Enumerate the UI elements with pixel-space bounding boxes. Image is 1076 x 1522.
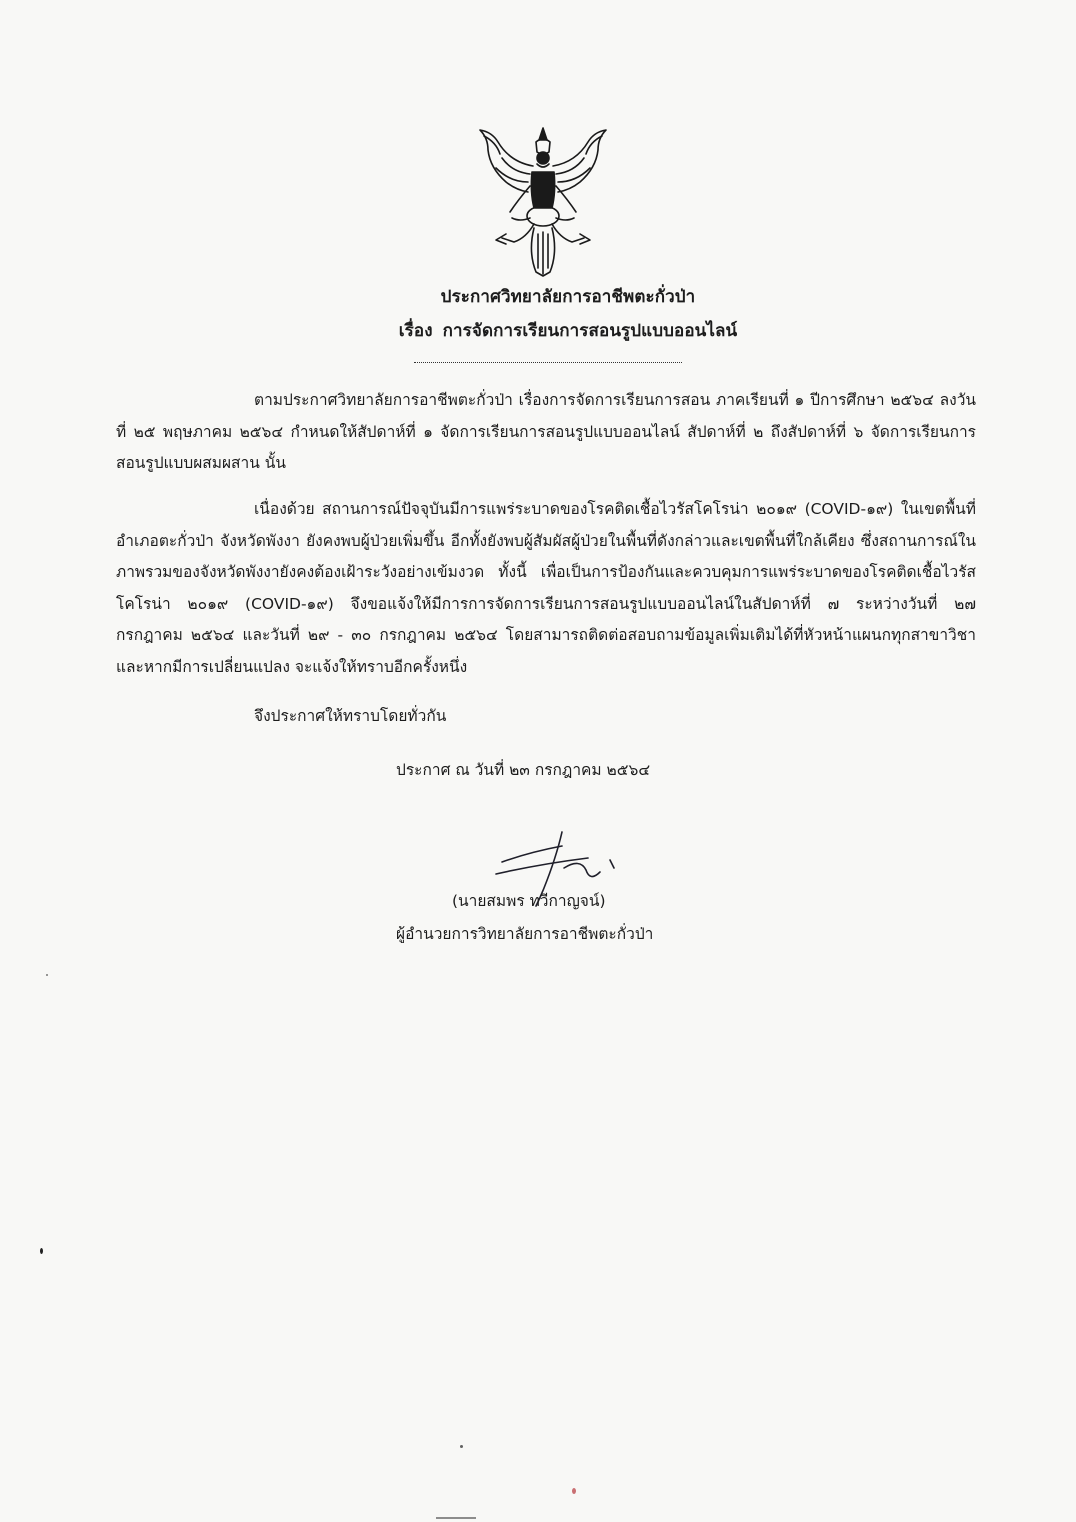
paragraph-announcement: เนื่องด้วย สถานการณ์ปัจจุบันมีการแพร่ระบาดของโรคติดเชื้อไวรัสโคโรน่า ๒๐๑๙ (COVID-๑๙) ในเขตพื้นที่อำเภอตะกั่วป่า จังหวัดพังงา ยังคงพบผู้ป่วยเพิ่มขึ้น อีกทั้งยังพบผู้สัมผัสผู้ป่วยในพื้นที่ดังกล่าวและเขตพื้นที่ใกล้เคียง ซึ่งสถานการณ์ในภาพรวมของจังหวัดพังงายังคงต้องเฝ้าระวังอย่างเข้มงวด ทั้งนี้ เพื่อเป็นการป้องกันและควบคุมการแพร่ระบาดของโรคติดเชื้อไวรัสโคโรน่า ๒๐๑๙ (COVID-๑๙) จึงขอแจ้งให้มีการการจัดการเรียนการสอนรูปแบบออนไลน์ในสัปดาห์ที่ ๗ ระหว่างวันที่ ๒๗ กรกฎาคม ๒๕๖๔ และวันที่ ๒๙ - ๓๐ กรกฎาคม ๒๕๖๔ โดยสามารถติดต่อสอบถามข้อมูลเพิ่มเติมได้ที่หัวหน้าแผนกทุกสาขาวิชา และหากมีการเปลี่ยนแปลง จะแจ้งให้ทราบอีกครั้งหนึ่ง bbox=[116, 500, 976, 676]
announcement-title: ประกาศวิทยาลัยการอาชีพตะกั่วป่า bbox=[440, 287, 696, 307]
paragraph-closing: จึงประกาศให้ทราบโดยทั่วกัน bbox=[254, 707, 447, 725]
paragraph-reference: ตามประกาศวิทยาลัยการอาชีพตะกั่วป่า เรื่องการจัดการเรียนการสอน ภาคเรียนที่ ๑ ปีการศึกษา ๒๕๖๔ ลงวันที่ ๒๕ พฤษภาคม ๒๕๖๔ กำหนดให้สัปดาห์ที่ ๑ จัดการเรียนการสอนรูปแบบออนไลน์ สัปดาห์ที่ ๒ ถึงสัปดาห์ที่ ๖ จัดการเรียนการสอนรูปแบบผสมผสาน นั้น bbox=[116, 391, 976, 472]
title-divider bbox=[414, 362, 682, 363]
scan-speck bbox=[460, 1445, 463, 1448]
subject-label: เรื่อง bbox=[398, 321, 433, 341]
scan-speck bbox=[46, 974, 48, 976]
scan-speck bbox=[572, 1488, 576, 1494]
scan-speck bbox=[40, 1248, 43, 1254]
garuda-emblem bbox=[470, 122, 616, 278]
subject-text: การจัดการเรียนการสอนรูปแบบออนไลน์ bbox=[442, 321, 738, 341]
signer-title: ผู้อำนวยการวิทยาลัยการอาชีพตะกั่วป่า bbox=[396, 925, 654, 943]
signer-name: (นายสมพร ทวีกาญจน์) bbox=[452, 892, 606, 910]
announcement-subject-line bbox=[30, 317, 1076, 344]
announcement-date: ประกาศ ณ วันที่ ๒๓ กรกฎาคม ๒๕๖๔ bbox=[396, 761, 651, 779]
scan-speck bbox=[436, 1517, 476, 1519]
